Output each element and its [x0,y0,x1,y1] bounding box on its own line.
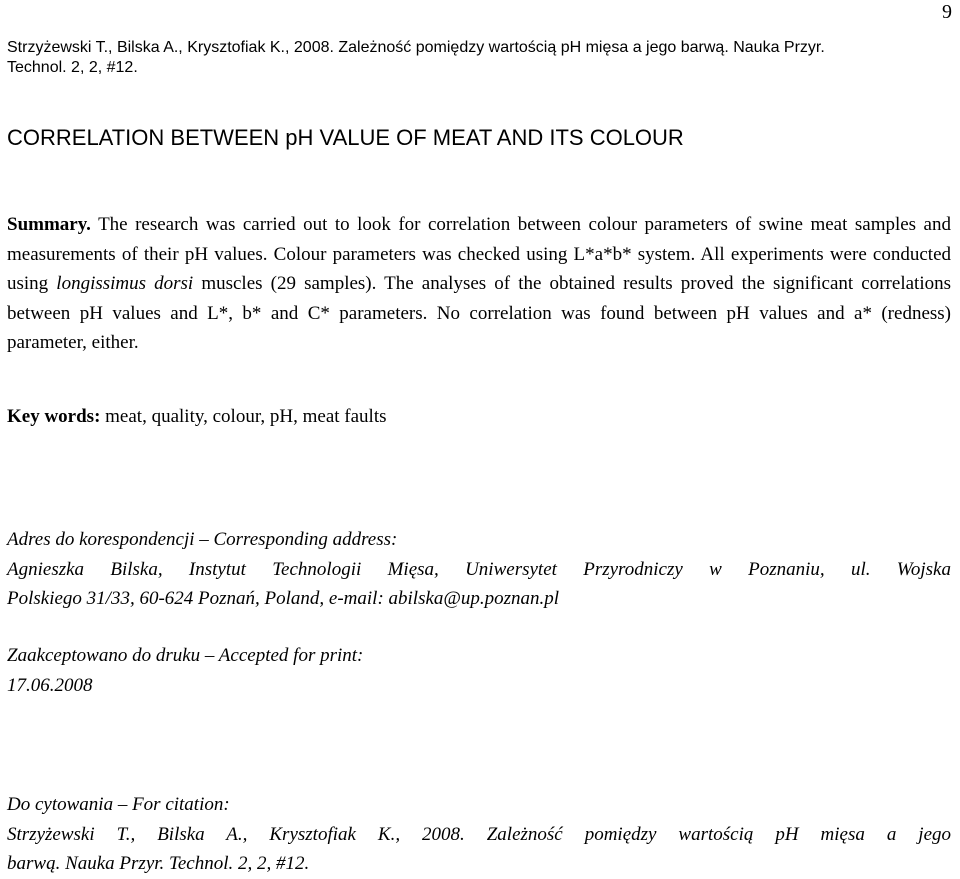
accepted-heading: Zaakceptowano do druku – Accepted for print: [7,645,364,666]
summary-paragraph [7,210,951,358]
address-heading: Adres do korespondencji – Corresponding address: [7,529,398,550]
running-header-line-2: Technol. 2, 2, #12. [7,59,138,76]
summary-italic-term: longissimus dorsi [56,273,194,294]
page-number: 9 [942,1,952,23]
keywords-label: Key words: [7,406,101,427]
summary-text-part-1: The research was carried out to look for correlation between colour parameters of swine meat samples and measurements of their pH values. Colour parameters was checked using L*a*b* system. All experiments were conducted using [7,214,951,294]
address-line-1: Agnieszka Bilska, Instytut Technologii Mięsa, Uniwersytet Przyrodniczy w Poznaniu, ul. Wojska [7,558,951,580]
summary-text-part-2: muscles (29 samples). The analyses of the obtained results proved the significant correlations between pH values and L*, b* and C* parameters. No correlation was found between pH values and a* (redness) parameter, either. [7,273,951,353]
correspondence-address [7,525,951,614]
article-title: CORRELATION BETWEEN pH VALUE OF MEAT AND ITS COLOUR [7,125,684,150]
accepted-for-print [7,641,363,700]
citation-line-2: barwą. Nauka Przyr. Technol. 2, 2, #12. [7,853,310,874]
citation-heading: Do cytowania – For citation: [7,794,230,815]
summary-label: Summary. [7,214,91,235]
keywords-text: meat, quality, colour, pH, meat faults [100,406,387,427]
keywords-line [7,402,387,431]
running-header [7,38,937,78]
running-header-line-1: Strzyżewski T., Bilska A., Krysztofiak K., 2008. Zależność pomiędzy wartością pH mięsa a jego barwą. Nauka Przyr. [7,39,825,56]
accepted-date: 17.06.2008 [7,674,93,696]
citation-line-1: Strzyżewski T., Bilska A., Krysztofiak K., 2008. Zależność pomiędzy wartością pH mięsa a jego [7,823,951,845]
citation [7,790,951,879]
address-line-2: Polskiego 31/33, 60-624 Poznań, Poland, e-mail: abilska@up.poznan.pl [7,588,560,609]
